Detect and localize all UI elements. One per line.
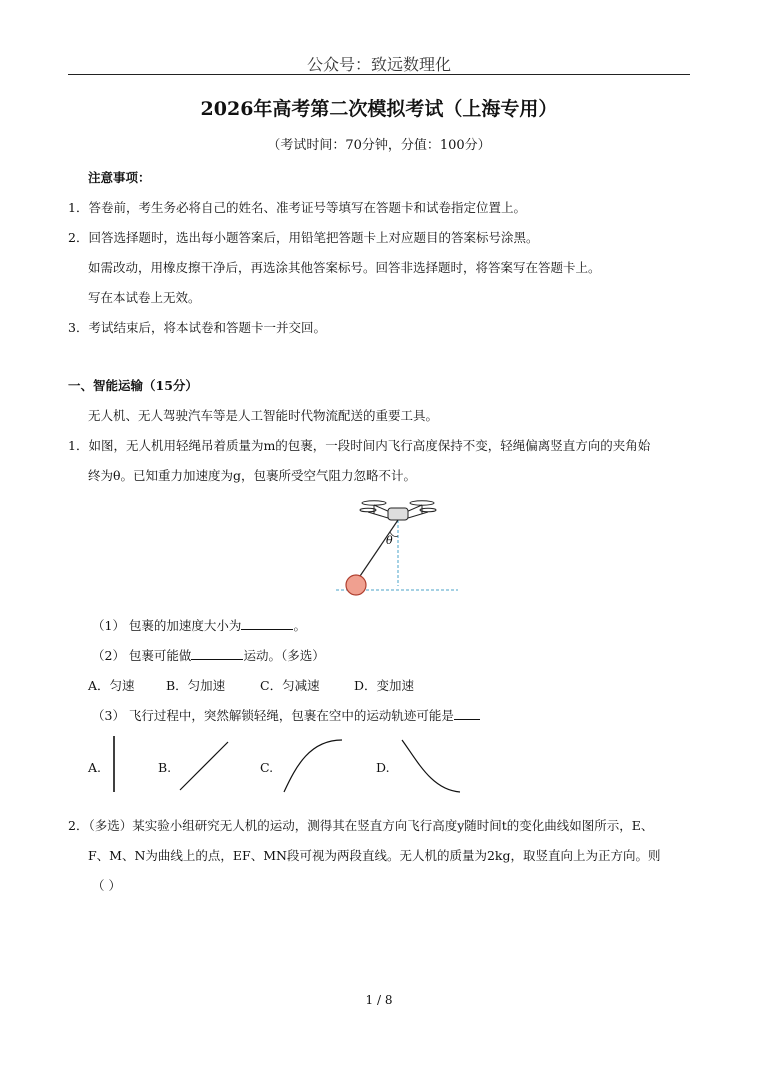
notice-heading: 注意事项： [88,170,151,185]
sub-3-text: （3） 飞行过程中，突然解锁轻绳，包裹在空中的运动轨迹可能是 [92,708,454,723]
drone-package-figure [330,494,470,598]
trajectory-b-graphic [176,738,232,794]
question-1-line-2: 终为θ。已知重力加速度为g，包裹所受空气阻力忽略不计。 [88,468,417,483]
notice-item-2-cont1: 如需改动，用橡皮擦干净后，再选涂其他答案标号。回答非选择题时，将答案写在答题卡上。 [88,260,601,275]
answer-blank-1[interactable] [241,617,293,630]
trajectory-d-graphic [398,736,464,796]
trajectory-label-d: D. [376,760,390,775]
question-2-line-2: F、M、N为曲线上的点，EF、MN段可视为两段直线。无人机的质量为2kg，取竖直向上为正方向。则 [88,848,661,863]
trajectory-label-b: B. [158,760,172,775]
answer-blank-2[interactable] [191,647,243,660]
trajectory-c-graphic [282,736,346,796]
option-b[interactable]: B．匀加速 [166,678,226,693]
sub-2-end: 运动。（多选） [243,648,325,663]
exam-subtitle: （考试时间：70分钟，分值：100分） [267,138,491,153]
question-1-sub-1 [92,616,306,634]
option-d[interactable]: D．变加速 [354,678,415,693]
drone-icon [360,501,436,520]
angle-label: θ [386,534,393,547]
section-1-intro: 无人机、无人驾驶汽车等是人工智能时代物流配送的重要工具。 [88,408,439,423]
trajectory-a-graphic [108,734,120,794]
notice-item-3: 3．考试结束后，将本试卷和答题卡一并交回。 [68,320,326,335]
question-2-answer-bracket: （ ） [92,878,121,893]
question-1-sub-3 [92,706,480,724]
page-number: 1 / 8 [365,993,393,1007]
notice-item-2: 2．回答选择题时，选出每小题答案后，用铅笔把答题卡上对应题目的答案标号涂黑。 [68,230,539,245]
sub-1-end: 。 [293,618,306,633]
question-1-line-1: 1．如图，无人机用轻绳吊着质量为m的包裹，一段时间内飞行高度保持不变，轻绳偏离竖直方向的夹角始 [68,438,651,453]
header-watermark-text: 公众号：致远数理化 [306,55,451,74]
trajectory-label-a: A. [88,760,102,775]
trajectory-label-c: C. [260,760,274,775]
notice-item-2-cont2: 写在本试卷上无效。 [88,290,201,305]
answer-blank-3[interactable] [454,707,480,720]
exam-title: 2026年高考第二次模拟考试（上海专用） [200,98,558,120]
option-a[interactable]: A．匀速 [88,678,135,693]
sub-2-text: （2） 包裹可能做 [92,648,192,663]
rope-line [356,520,398,582]
question-2-line-1: 2．（多选）某实验小组研究无人机的运动，测得其在竖直方向飞行高度y随时间t的变化曲线如图所示，E、 [68,818,654,833]
section-1-heading: 一、智能运输（15分） [68,378,198,393]
notice-item-1: 1．答卷前，考生务必将自己的姓名、准考证号等填写在答题卡和试卷指定位置上。 [68,200,526,215]
package-ball [346,575,366,595]
question-1-sub-2 [92,646,325,664]
sub-1-text: （1） 包裹的加速度大小为 [92,618,242,633]
header-divider [68,74,690,75]
option-c[interactable]: C．匀减速 [260,678,320,693]
